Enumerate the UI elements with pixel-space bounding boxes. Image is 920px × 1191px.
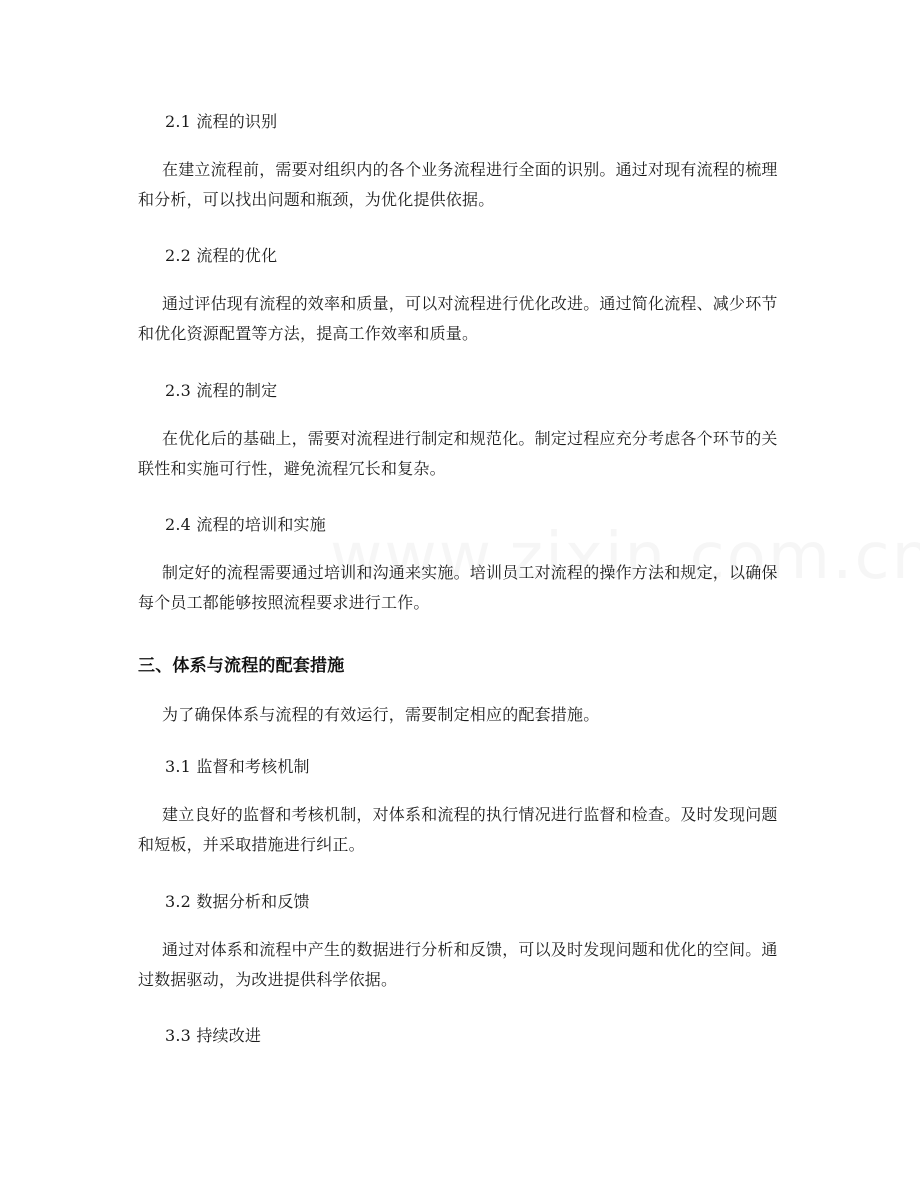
section-3-heading: 三、体系与流程的配套措施 bbox=[138, 656, 345, 676]
section-2-1-title: 2.1 流程的识别 bbox=[165, 112, 278, 131]
section-3-3-title: 3.3 持续改进 bbox=[165, 1026, 262, 1045]
section-2-4-paragraph: 制定好的流程需要通过培训和沟通来实施。培训员工对流程的操作方法和规定，以确保每个员工都能够按照流程要求进行工作。 bbox=[138, 563, 778, 612]
section-2-3-title: 2.3 流程的制定 bbox=[165, 381, 278, 400]
section-2-3-paragraph: 在优化后的基础上，需要对流程进行制定和规范化。制定过程应充分考虑各个环节的关联性和实施可行性，避免流程冗长和复杂。 bbox=[138, 429, 778, 478]
section-2-4-title: 2.4 流程的培训和实施 bbox=[165, 515, 326, 534]
section-3-2-paragraph: 通过对体系和流程中产生的数据进行分析和反馈，可以及时发现问题和优化的空间。通过数据驱动，为改进提供科学依据。 bbox=[138, 940, 778, 989]
section-3-1-title: 3.1 监督和考核机制 bbox=[165, 757, 310, 776]
section-3-1-paragraph: 建立良好的监督和考核机制，对体系和流程的执行情况进行监督和检查。及时发现问题和短板，并采取措施进行纠正。 bbox=[138, 805, 778, 854]
section-2-2-title: 2.2 流程的优化 bbox=[165, 246, 278, 265]
section-3-2-title: 3.2 数据分析和反馈 bbox=[165, 892, 310, 911]
section-2-1-paragraph: 在建立流程前，需要对组织内的各个业务流程进行全面的识别。通过对现有流程的梳理和分析，可以找出问题和瓶颈，为优化提供依据。 bbox=[138, 160, 778, 209]
section-2-2-paragraph: 通过评估现有流程的效率和质量，可以对流程进行优化改进。通过简化流程、减少环节和优化资源配置等方法，提高工作效率和质量。 bbox=[138, 294, 778, 343]
section-3-intro: 为了确保体系与流程的有效运行，需要制定相应的配套措施。 bbox=[162, 705, 600, 724]
